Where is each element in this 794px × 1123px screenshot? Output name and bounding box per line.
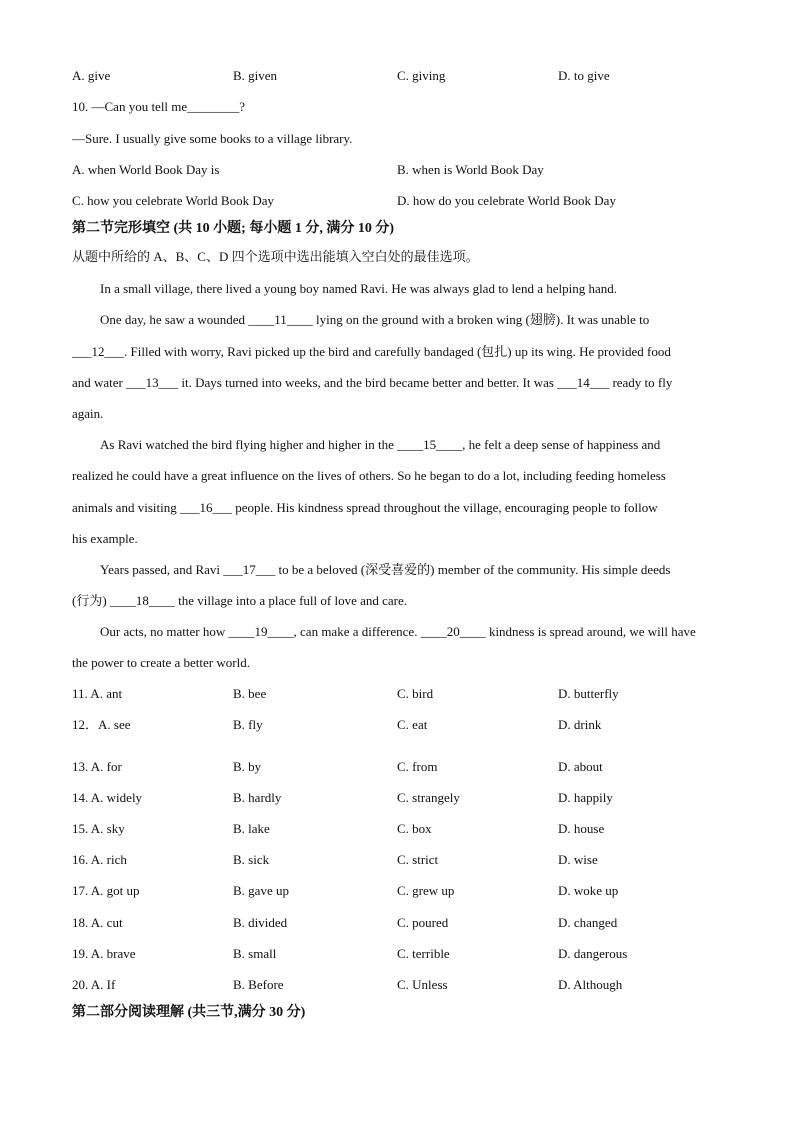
q10-question — [72, 99, 245, 115]
option-11-b: B. bee — [233, 686, 267, 701]
option-20-b: B. Before — [233, 977, 284, 992]
option-15-c: C. box — [397, 821, 432, 836]
passage-line-7: realized he could have a great influence on the lives of others. So he began to do a lot, including feeding homeless — [72, 468, 666, 483]
option-18-c: C. poured — [397, 915, 449, 930]
passage-line-3 — [72, 344, 722, 360]
blank-18: ____18____ — [109, 593, 175, 608]
passage-text: it. Days turned into weeks, and the bird became better and better. It was — [178, 375, 558, 390]
option-20-c: C. Unless — [397, 977, 448, 992]
option-14-a: 14. A. widely — [72, 790, 143, 805]
passage-text: animals and visiting — [72, 500, 180, 515]
option-11-a: 11. A. ant — [72, 686, 123, 701]
blank-14: ___14___ — [557, 375, 610, 390]
option-16-a: 16. A. rich — [72, 852, 127, 867]
option-14-d: D. happily — [558, 790, 613, 805]
option-17-c: C. grew up — [397, 883, 455, 898]
passage-text: people. His kindness spread throughout the village, encouraging people to follow — [231, 500, 658, 515]
blank-13: ___13___ — [126, 375, 179, 390]
option-13-b: B. by — [233, 759, 262, 774]
passage-text: Our acts, no matter how — [100, 624, 229, 639]
passage-text: the village into a place full of love and care. — [174, 593, 408, 608]
passage-line-11 — [72, 593, 722, 609]
q10-option-c: C. how you celebrate World Book Day — [72, 193, 274, 208]
option-11-d: D. butterfly — [558, 686, 619, 701]
option-20-d: D. Although — [558, 977, 623, 992]
passage-line-4 — [72, 375, 722, 391]
q10-answer: —Sure. I usually give some books to a village library. — [72, 131, 353, 146]
passage-line-10 — [100, 562, 750, 578]
passage-line-6 — [100, 437, 750, 453]
passage-text: lying on the ground with a broken wing (翅膀). It was unable to — [312, 312, 650, 327]
option-16-b: B. sick — [233, 852, 270, 867]
section2-heading: 第二节完形填空 (共 10 小题; 每小题 1 分, 满分 10 分) — [72, 221, 394, 236]
option-12-d: D. drink — [558, 717, 602, 732]
option-18-d: D. changed — [558, 915, 618, 930]
q9-option-c: C. giving — [397, 68, 446, 83]
option-11-c: C. bird — [397, 686, 434, 701]
passage-line-12 — [100, 624, 750, 640]
passage-text: (行为) — [72, 593, 110, 608]
passage-text: . Filled with worry, Ravi picked up the bird and carefully bandaged (包扎) up its wing. He provided food — [124, 344, 671, 359]
section2-instruction: 从题中所给的 A、B、C、D 四个选项中选出能填入空白处的最佳选项。 — [72, 249, 479, 264]
option-14-b: B. hardly — [233, 790, 282, 805]
q9-option-d: D. to give — [558, 68, 610, 83]
passage-text: to be a beloved (深受喜爱的) member of the community. His simple deeds — [275, 562, 671, 577]
option-16-d: D. wise — [558, 852, 598, 867]
blank-12: ___12___ — [72, 344, 124, 359]
option-18-a: 18. A. cut — [72, 915, 123, 930]
option-19-c: C. terrible — [397, 946, 450, 961]
q10-question-suffix: ? — [239, 99, 245, 114]
option-19-b: B. small — [233, 946, 277, 961]
blank-11: ____11____ — [248, 312, 313, 327]
option-12-a: 12．A. see — [72, 717, 131, 732]
passage-text: ready to fly — [609, 375, 673, 390]
option-13-c: C. from — [397, 759, 438, 774]
option-13-d: D. about — [558, 759, 603, 774]
option-17-a: 17. A. got up — [72, 883, 140, 898]
passage-line-5: again. — [72, 406, 104, 421]
passage-text: kindness is spread around, we will have — [485, 624, 696, 639]
blank-20: ____20____ — [420, 624, 486, 639]
passage-text: , can make a difference. — [293, 624, 421, 639]
passage-line-9: his example. — [72, 531, 138, 546]
option-17-d: D. woke up — [558, 883, 619, 898]
option-14-c: C. strangely — [397, 790, 460, 805]
passage-text: One day, he saw a wounded — [100, 312, 249, 327]
option-17-b: B. gave up — [233, 883, 289, 898]
passage-line-8 — [72, 500, 722, 516]
option-19-a: 19. A. brave — [72, 946, 136, 961]
blank-17: ___17___ — [223, 562, 276, 577]
q10-option-d: D. how do you celebrate World Book Day — [397, 193, 616, 208]
q10-option-a: A. when World Book Day is — [72, 162, 220, 177]
passage-text: Years passed, and Ravi — [100, 562, 224, 577]
option-19-d: D. dangerous — [558, 946, 628, 961]
passage-line-2 — [100, 312, 750, 328]
blank-16: ___16___ — [179, 500, 232, 515]
q10-question-prefix: 10. —Can you tell me — [72, 99, 188, 114]
passage-text: and water — [72, 375, 127, 390]
part2-heading: 第二部分阅读理解 (共三节,满分 30 分) — [72, 1005, 306, 1020]
passage-line-13: the power to create a better world. — [72, 655, 250, 670]
passage-text: , he felt a deep sense of happiness and — [462, 437, 661, 452]
option-13-a: 13. A. for — [72, 759, 122, 774]
q10-option-b: B. when is World Book Day — [397, 162, 544, 177]
option-12-c: C. eat — [397, 717, 428, 732]
q9-option-b: B. given — [233, 68, 278, 83]
q10-blank: ________ — [187, 99, 240, 114]
option-15-b: B. lake — [233, 821, 270, 836]
option-15-d: D. house — [558, 821, 605, 836]
passage-text: As Ravi watched the bird flying higher and higher in the — [100, 437, 398, 452]
option-12-b: B. fly — [233, 717, 263, 732]
q9-option-a: A. give — [72, 68, 111, 83]
option-15-a: 15. A. sky — [72, 821, 125, 836]
option-18-b: B. divided — [233, 915, 288, 930]
blank-19: ____19____ — [228, 624, 294, 639]
blank-15: ____15____ — [397, 437, 463, 452]
passage-line-1: In a small village, there lived a young boy named Ravi. He was always glad to lend a helping hand. — [100, 281, 617, 296]
option-16-c: C. strict — [397, 852, 439, 867]
option-20-a: 20. A. If — [72, 977, 116, 992]
